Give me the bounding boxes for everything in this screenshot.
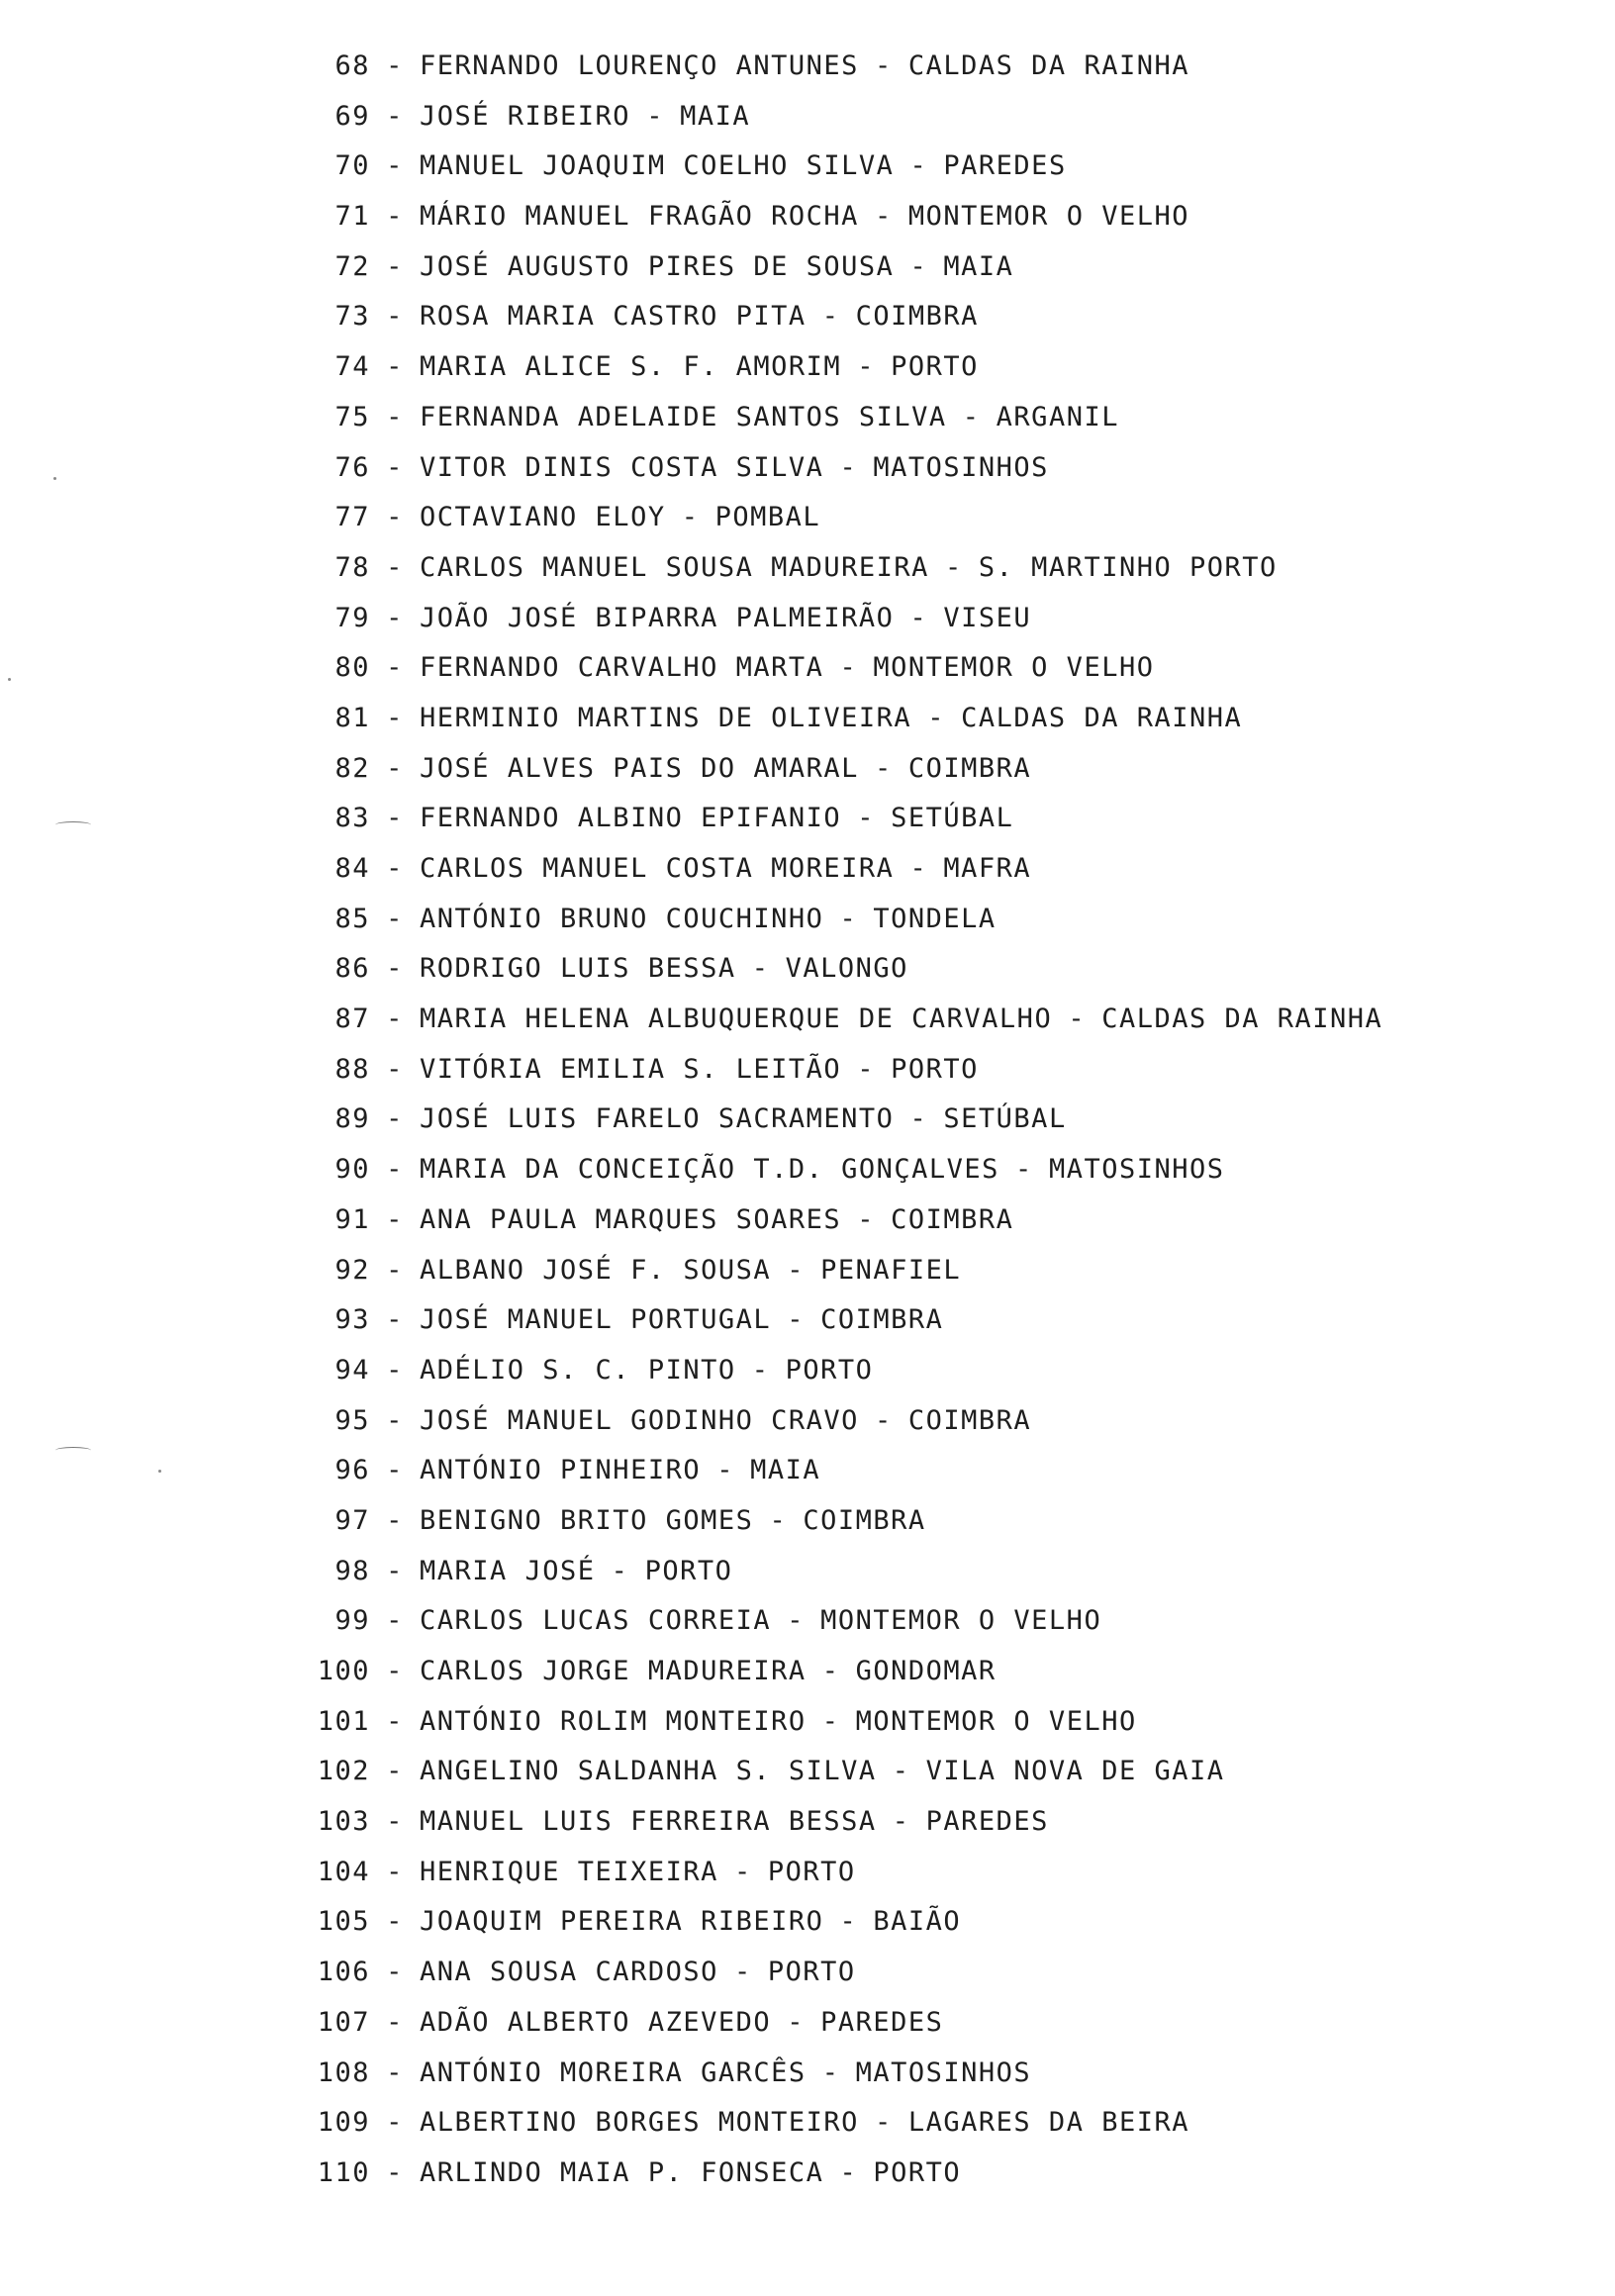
entry-separator: - bbox=[386, 1705, 404, 1737]
entry-separator: - bbox=[716, 1455, 734, 1486]
entry-place: MAIA bbox=[750, 1455, 821, 1486]
entry-place: VILA NOVA DE GAIA bbox=[925, 1756, 1225, 1787]
entry-separator: - bbox=[646, 100, 664, 132]
entry-separator: - bbox=[787, 1304, 805, 1336]
list-item bbox=[307, 393, 1382, 443]
entry-separator: - bbox=[821, 2057, 840, 2088]
entry-number: 90 bbox=[334, 1154, 370, 1186]
entry-number: 70 bbox=[334, 150, 370, 182]
entry-separator: - bbox=[386, 502, 404, 533]
entry-separator: - bbox=[909, 250, 928, 282]
entry-separator: - bbox=[386, 451, 404, 483]
entry-separator: - bbox=[386, 351, 404, 383]
speck bbox=[158, 1470, 161, 1473]
entry-place: PORTO bbox=[767, 1856, 856, 1887]
entry-number: 92 bbox=[334, 1254, 370, 1286]
entry-name: JOSÉ MANUEL GODINHO CRAVO bbox=[420, 1404, 859, 1436]
entry-place: PAREDES bbox=[943, 150, 1067, 182]
entry-separator: - bbox=[839, 451, 858, 483]
list-item bbox=[307, 643, 1382, 694]
entry-place: LAGARES DA BEIRA bbox=[907, 2107, 1189, 2139]
entry-place: MONTEMOR O VELHO bbox=[907, 201, 1189, 233]
entry-separator: - bbox=[909, 853, 928, 884]
entry-name: OCTAVIANO ELOY bbox=[420, 502, 666, 533]
entry-separator: - bbox=[1068, 1004, 1087, 1035]
list-item bbox=[307, 1346, 1382, 1396]
entry-place: PORTO bbox=[644, 1555, 733, 1586]
entry-separator: - bbox=[386, 1656, 404, 1686]
list-item bbox=[307, 794, 1382, 844]
entry-number: 91 bbox=[334, 1203, 370, 1235]
entry-number: 74 bbox=[334, 351, 370, 383]
entry-name: FERNANDO ALBINO EPIFANIO bbox=[420, 803, 842, 834]
entry-number: 83 bbox=[334, 803, 370, 834]
entry-name: VITOR DINIS COSTA SILVA bbox=[420, 451, 824, 483]
entry-separator: - bbox=[386, 150, 404, 182]
entry-name: JOSÉ MANUEL PORTUGAL bbox=[420, 1304, 772, 1336]
entry-separator: - bbox=[875, 2107, 893, 2139]
entry-number: 72 bbox=[334, 250, 370, 282]
entry-place: PORTO bbox=[873, 2156, 962, 2188]
entry-name: ADÉLIO S. C. PINTO bbox=[420, 1354, 736, 1386]
entry-separator: - bbox=[386, 652, 404, 684]
entry-name: CARLOS MANUEL COSTA MOREIRA bbox=[420, 853, 895, 884]
entry-name: MARIA JOSÉ bbox=[420, 1555, 596, 1586]
margin-mark bbox=[55, 821, 91, 828]
entry-place: CALDAS DA RAINHA bbox=[907, 50, 1189, 81]
entry-separator: - bbox=[787, 2006, 805, 2038]
list-item bbox=[307, 2098, 1382, 2149]
entry-separator: - bbox=[386, 1756, 404, 1787]
entry-place: PENAFIEL bbox=[820, 1254, 962, 1286]
entry-place: VISEU bbox=[943, 602, 1032, 633]
entry-number: 75 bbox=[334, 401, 370, 432]
entry-number: 87 bbox=[334, 1004, 370, 1035]
entry-separator: - bbox=[386, 1154, 404, 1186]
entry-place: MONTEMOR O VELHO bbox=[873, 652, 1155, 684]
entry-separator: - bbox=[386, 1806, 404, 1838]
entry-separator: - bbox=[681, 502, 700, 533]
entry-separator: - bbox=[386, 1504, 404, 1536]
entry-name: ANTÓNIO ROLIM MONTEIRO bbox=[420, 1705, 807, 1737]
entry-place: MONTEMOR O VELHO bbox=[855, 1705, 1137, 1737]
entry-separator: - bbox=[875, 50, 893, 81]
entry-separator: - bbox=[751, 953, 770, 985]
entry-separator: - bbox=[909, 1103, 928, 1135]
entry-name: JOAQUIM PEREIRA RIBEIRO bbox=[420, 1906, 824, 1938]
list-item bbox=[307, 1697, 1382, 1748]
entry-place: MONTEMOR O VELHO bbox=[820, 1605, 1102, 1637]
entry-number: 71 bbox=[334, 201, 370, 233]
entry-number: 77 bbox=[334, 502, 370, 533]
entry-place: SETÚBAL bbox=[891, 803, 1014, 834]
entry-number: 102 bbox=[317, 1756, 370, 1787]
entry-place: S. MARTINHO PORTO bbox=[978, 551, 1278, 583]
list-item bbox=[307, 342, 1382, 393]
margin-mark bbox=[55, 1447, 91, 1454]
entry-separator: - bbox=[386, 2107, 404, 2139]
entry-separator: - bbox=[386, 1254, 404, 1286]
entry-place: SETÚBAL bbox=[943, 1103, 1067, 1135]
entry-separator: - bbox=[386, 2057, 404, 2088]
list-item bbox=[307, 1396, 1382, 1447]
entry-number: 78 bbox=[334, 551, 370, 583]
entry-separator: - bbox=[909, 602, 928, 633]
entry-separator: - bbox=[839, 652, 858, 684]
list-item bbox=[307, 443, 1382, 494]
entry-separator: - bbox=[962, 401, 981, 432]
entry-number: 73 bbox=[334, 301, 370, 333]
entry-number: 104 bbox=[317, 1856, 370, 1887]
list-item bbox=[307, 995, 1382, 1045]
list-item bbox=[307, 1848, 1382, 1898]
entry-number: 84 bbox=[334, 853, 370, 884]
list-item bbox=[307, 292, 1382, 342]
entry-number: 80 bbox=[334, 652, 370, 684]
entry-separator: - bbox=[839, 1906, 858, 1938]
entry-number: 95 bbox=[334, 1404, 370, 1436]
entry-separator: - bbox=[386, 1053, 404, 1085]
entry-separator: - bbox=[386, 301, 404, 333]
list-item bbox=[307, 1446, 1382, 1496]
entry-place: ARGANIL bbox=[996, 401, 1119, 432]
entry-separator: - bbox=[751, 1354, 770, 1386]
entry-separator: - bbox=[386, 401, 404, 432]
entry-number: 109 bbox=[317, 2107, 370, 2139]
entry-name: FERNANDO LOURENÇO ANTUNES bbox=[420, 50, 859, 81]
entry-separator: - bbox=[839, 903, 858, 934]
entry-separator: - bbox=[386, 1404, 404, 1436]
entry-name: ANGELINO SALDANHA S. SILVA bbox=[420, 1756, 877, 1787]
entry-separator: - bbox=[386, 953, 404, 985]
list-item bbox=[307, 1596, 1382, 1647]
entry-separator: - bbox=[857, 351, 876, 383]
entry-separator: - bbox=[857, 1203, 876, 1235]
entry-place: PORTO bbox=[785, 1354, 874, 1386]
entry-separator: - bbox=[769, 1504, 788, 1536]
entry-separator: - bbox=[386, 803, 404, 834]
entry-place: COIMBRA bbox=[803, 1504, 926, 1536]
entry-separator: - bbox=[386, 1555, 404, 1586]
entry-name: CARLOS MANUEL SOUSA MADUREIRA bbox=[420, 551, 929, 583]
entry-number: 86 bbox=[334, 953, 370, 985]
entry-separator: - bbox=[821, 301, 840, 333]
entry-separator: - bbox=[386, 250, 404, 282]
entry-place: COIMBRA bbox=[855, 301, 979, 333]
entry-name: FERNANDA ADELAIDE SANTOS SILVA bbox=[420, 401, 947, 432]
entry-separator: - bbox=[386, 1856, 404, 1887]
entry-separator: - bbox=[927, 702, 946, 733]
entry-separator: - bbox=[857, 1053, 876, 1085]
entry-separator: - bbox=[386, 1103, 404, 1135]
member-list bbox=[307, 42, 1382, 2199]
entry-name: MARIA HELENA ALBUQUERQUE DE CARVALHO bbox=[420, 1004, 1053, 1035]
entry-number: 94 bbox=[334, 1354, 370, 1386]
entry-number: 93 bbox=[334, 1304, 370, 1336]
entry-place: BAIÃO bbox=[873, 1906, 962, 1938]
entry-name: RODRIGO LUIS BESSA bbox=[420, 953, 736, 985]
entry-separator: - bbox=[1015, 1154, 1033, 1186]
list-item bbox=[307, 944, 1382, 995]
entry-number: 97 bbox=[334, 1504, 370, 1536]
entry-name: ALBANO JOSÉ F. SOUSA bbox=[420, 1254, 772, 1286]
entry-separator: - bbox=[875, 1404, 893, 1436]
list-item bbox=[307, 895, 1382, 945]
entry-place: COIMBRA bbox=[907, 1404, 1032, 1436]
list-item bbox=[307, 1547, 1382, 1597]
entry-separator: - bbox=[386, 1605, 404, 1637]
entry-separator: - bbox=[386, 100, 404, 132]
entry-number: 101 bbox=[317, 1705, 370, 1737]
entry-separator: - bbox=[386, 201, 404, 233]
entry-number: 88 bbox=[334, 1053, 370, 1085]
entry-separator: - bbox=[386, 551, 404, 583]
entry-place: COIMBRA bbox=[891, 1203, 1014, 1235]
entry-name: VITÓRIA EMILIA S. LEITÃO bbox=[420, 1053, 842, 1085]
entry-name: ANA PAULA MARQUES SOARES bbox=[420, 1203, 842, 1235]
entry-separator: - bbox=[386, 1203, 404, 1235]
list-item bbox=[307, 744, 1382, 795]
entry-separator: - bbox=[857, 803, 876, 834]
entry-separator: - bbox=[733, 1957, 752, 1988]
entry-place: PAREDES bbox=[925, 1806, 1049, 1838]
entry-place: MAIA bbox=[943, 250, 1014, 282]
entry-name: ANA SOUSA CARDOSO bbox=[420, 1957, 718, 1988]
entry-place: MAFRA bbox=[943, 853, 1032, 884]
entry-name: MARIA DA CONCEIÇÃO T.D. GONÇALVES bbox=[420, 1154, 999, 1186]
entry-number: 105 bbox=[317, 1906, 370, 1938]
list-item bbox=[307, 1797, 1382, 1848]
entry-separator: - bbox=[386, 752, 404, 784]
entry-separator: - bbox=[386, 2156, 404, 2188]
entry-name: JOÃO JOSÉ BIPARRA PALMEIRÃO bbox=[420, 602, 895, 633]
list-item bbox=[307, 1998, 1382, 2049]
entry-separator: - bbox=[787, 1605, 805, 1637]
list-item bbox=[307, 92, 1382, 143]
entry-separator: - bbox=[386, 1957, 404, 1988]
entry-name: FERNANDO CARVALHO MARTA bbox=[420, 652, 824, 684]
list-item bbox=[307, 1196, 1382, 1246]
entry-separator: - bbox=[386, 1304, 404, 1336]
entry-number: 103 bbox=[317, 1806, 370, 1838]
list-item bbox=[307, 1246, 1382, 1296]
entry-separator: - bbox=[386, 1004, 404, 1035]
entry-separator: - bbox=[386, 1906, 404, 1938]
list-item bbox=[307, 1948, 1382, 1998]
entry-separator: - bbox=[611, 1555, 629, 1586]
entry-separator: - bbox=[839, 2156, 858, 2188]
entry-number: 107 bbox=[317, 2006, 370, 2038]
entry-separator: - bbox=[945, 551, 963, 583]
entry-name: ALBERTINO BORGES MONTEIRO bbox=[420, 2107, 859, 2139]
entry-name: ANTÓNIO BRUNO COUCHINHO bbox=[420, 903, 824, 934]
entry-separator: - bbox=[386, 602, 404, 633]
entry-separator: - bbox=[386, 50, 404, 81]
entry-separator: - bbox=[733, 1856, 752, 1887]
entry-place: COIMBRA bbox=[907, 752, 1032, 784]
list-item bbox=[307, 543, 1382, 594]
list-item bbox=[307, 1045, 1382, 1096]
list-item bbox=[307, 1647, 1382, 1697]
list-item bbox=[307, 2149, 1382, 2199]
speck bbox=[8, 678, 11, 681]
entry-name: HERMINIO MARTINS DE OLIVEIRA bbox=[420, 702, 912, 733]
entry-number: 81 bbox=[334, 702, 370, 733]
entry-number: 76 bbox=[334, 451, 370, 483]
entry-separator: - bbox=[875, 752, 893, 784]
entry-separator: - bbox=[875, 201, 893, 233]
list-item bbox=[307, 1295, 1382, 1346]
list-item bbox=[307, 694, 1382, 744]
entry-separator: - bbox=[892, 1806, 910, 1838]
list-item bbox=[307, 192, 1382, 242]
entry-place: COIMBRA bbox=[820, 1304, 944, 1336]
entry-place: MATOSINHOS bbox=[855, 2057, 1032, 2088]
entry-place: PAREDES bbox=[820, 2006, 944, 2038]
entry-number: 98 bbox=[334, 1555, 370, 1586]
entry-place: PORTO bbox=[891, 351, 979, 383]
entry-separator: - bbox=[386, 853, 404, 884]
entry-place: VALONGO bbox=[785, 953, 908, 985]
entry-separator: - bbox=[386, 1455, 404, 1486]
entry-place: MAIA bbox=[680, 100, 751, 132]
entry-separator: - bbox=[821, 1705, 840, 1737]
entry-name: MANUEL LUIS FERREIRA BESSA bbox=[420, 1806, 877, 1838]
entry-name: JOSÉ ALVES PAIS DO AMARAL bbox=[420, 752, 859, 784]
entry-place: PORTO bbox=[767, 1957, 856, 1988]
entry-place: CALDAS DA RAINHA bbox=[961, 702, 1243, 733]
entry-separator: - bbox=[386, 903, 404, 934]
list-item bbox=[307, 1095, 1382, 1145]
entry-name: ANTÓNIO PINHEIRO bbox=[420, 1455, 702, 1486]
entry-place: MATOSINHOS bbox=[873, 451, 1049, 483]
list-item bbox=[307, 1897, 1382, 1948]
list-item bbox=[307, 594, 1382, 644]
list-item bbox=[307, 1496, 1382, 1547]
list-item bbox=[307, 1145, 1382, 1196]
entry-name: MARIA ALICE S. F. AMORIM bbox=[420, 351, 842, 383]
entry-name: ANTÓNIO MOREIRA GARCÊS bbox=[420, 2057, 807, 2088]
entry-number: 82 bbox=[334, 752, 370, 784]
entry-number: 79 bbox=[334, 602, 370, 633]
entry-place: MATOSINHOS bbox=[1048, 1154, 1225, 1186]
entry-name: ROSA MARIA CASTRO PITA bbox=[420, 301, 807, 333]
entry-place: TONDELA bbox=[873, 903, 997, 934]
entry-number: 68 bbox=[334, 50, 370, 81]
entry-number: 100 bbox=[317, 1656, 370, 1686]
list-item bbox=[307, 1747, 1382, 1797]
list-item bbox=[307, 142, 1382, 192]
list-item bbox=[307, 493, 1382, 543]
entry-name: JOSÉ AUGUSTO PIRES DE SOUSA bbox=[420, 250, 895, 282]
entry-name: MANUEL JOAQUIM COELHO SILVA bbox=[420, 150, 895, 182]
entry-name: HENRIQUE TEIXEIRA bbox=[420, 1856, 718, 1887]
list-item bbox=[307, 242, 1382, 293]
list-item bbox=[307, 844, 1382, 895]
entry-number: 110 bbox=[317, 2156, 370, 2188]
entry-number: 108 bbox=[317, 2057, 370, 2088]
entry-separator: - bbox=[386, 2006, 404, 2038]
entry-separator: - bbox=[909, 150, 928, 182]
entry-name: BENIGNO BRITO GOMES bbox=[420, 1504, 754, 1536]
entry-separator: - bbox=[892, 1756, 910, 1787]
entry-number: 99 bbox=[334, 1605, 370, 1637]
entry-place: GONDOMAR bbox=[855, 1656, 997, 1686]
entry-name: CARLOS JORGE MADUREIRA bbox=[420, 1656, 807, 1686]
entry-name: CARLOS LUCAS CORREIA bbox=[420, 1605, 772, 1637]
entry-separator: - bbox=[386, 702, 404, 733]
list-item bbox=[307, 42, 1382, 92]
entry-place: POMBAL bbox=[714, 502, 821, 533]
entry-separator: - bbox=[386, 1354, 404, 1386]
entry-name: JOSÉ LUIS FARELO SACRAMENTO bbox=[420, 1103, 895, 1135]
entry-number: 106 bbox=[317, 1957, 370, 1988]
entry-name: ADÃO ALBERTO AZEVEDO bbox=[420, 2006, 772, 2038]
entry-number: 69 bbox=[334, 100, 370, 132]
entry-place: PORTO bbox=[891, 1053, 979, 1085]
entry-separator: - bbox=[787, 1254, 805, 1286]
entry-name: JOSÉ RIBEIRO bbox=[420, 100, 631, 132]
list-item bbox=[307, 2049, 1382, 2099]
entry-place: CALDAS DA RAINHA bbox=[1101, 1004, 1383, 1035]
entry-number: 85 bbox=[334, 903, 370, 934]
entry-number: 89 bbox=[334, 1103, 370, 1135]
speck bbox=[53, 477, 56, 480]
entry-name: MÁRIO MANUEL FRAGÃO ROCHA bbox=[420, 201, 859, 233]
entry-separator: - bbox=[821, 1656, 840, 1686]
entry-name: ARLINDO MAIA P. FONSECA bbox=[420, 2156, 824, 2188]
entry-number: 96 bbox=[334, 1455, 370, 1486]
